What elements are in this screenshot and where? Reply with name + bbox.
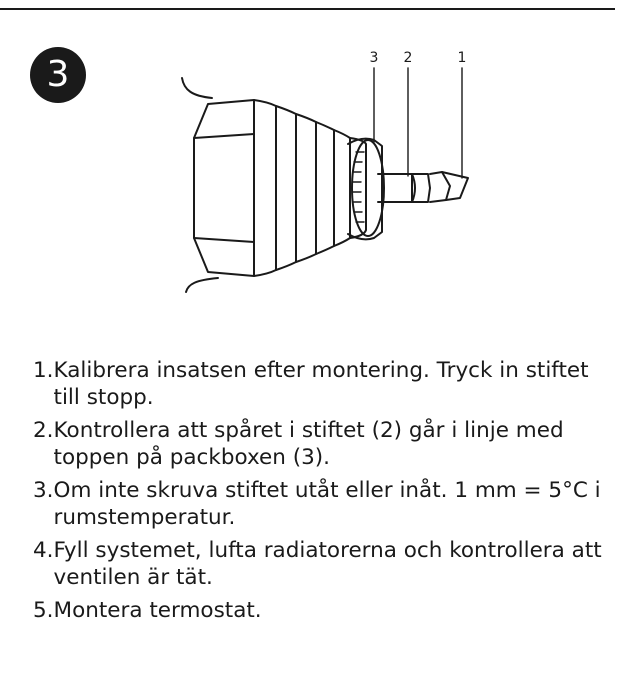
hex-nut <box>194 100 254 276</box>
instruction-number: 4. <box>33 538 54 563</box>
thread-rings <box>254 100 366 276</box>
instruction-text: Montera termostat. <box>53 598 262 623</box>
instruction-item <box>33 357 618 411</box>
instruction-text: Fyll systemet, lufta radiatorerna och kontrollera att ventilen är tät. <box>53 538 602 590</box>
instruction-item <box>33 417 618 471</box>
instruction-text: Kalibrera insatsen efter montering. Tryck in stiftet till stopp. <box>53 358 589 410</box>
instruction-item <box>33 477 618 531</box>
instruction-list <box>33 357 618 630</box>
instruction-item <box>33 537 618 591</box>
instruction-number: 2. <box>33 418 54 443</box>
step-number: 3 <box>46 54 70 95</box>
valve-insert-diagram <box>150 40 490 310</box>
instruction-text: Om inte skruva stiftet utåt eller inåt. 1 mm = 5°C i rumstemperatur. <box>53 478 601 530</box>
top-divider <box>0 8 615 10</box>
pin-stem <box>378 172 468 202</box>
instruction-text: Kontrollera att spåret i stiftet (2) går i linje med toppen på packboxen (3). <box>53 418 564 470</box>
valve-body-bottom-line <box>186 278 218 292</box>
valve-body-top-line <box>182 78 212 98</box>
instruction-number: 5. <box>33 598 54 623</box>
step-number-badge <box>30 47 86 103</box>
instruction-number: 3. <box>33 478 54 503</box>
callout-2: 2 <box>403 50 413 66</box>
callout-3: 3 <box>369 50 379 66</box>
callout-leaders <box>374 68 462 178</box>
callout-1: 1 <box>457 50 467 66</box>
instruction-number: 1. <box>33 358 54 383</box>
instruction-item <box>33 597 618 624</box>
